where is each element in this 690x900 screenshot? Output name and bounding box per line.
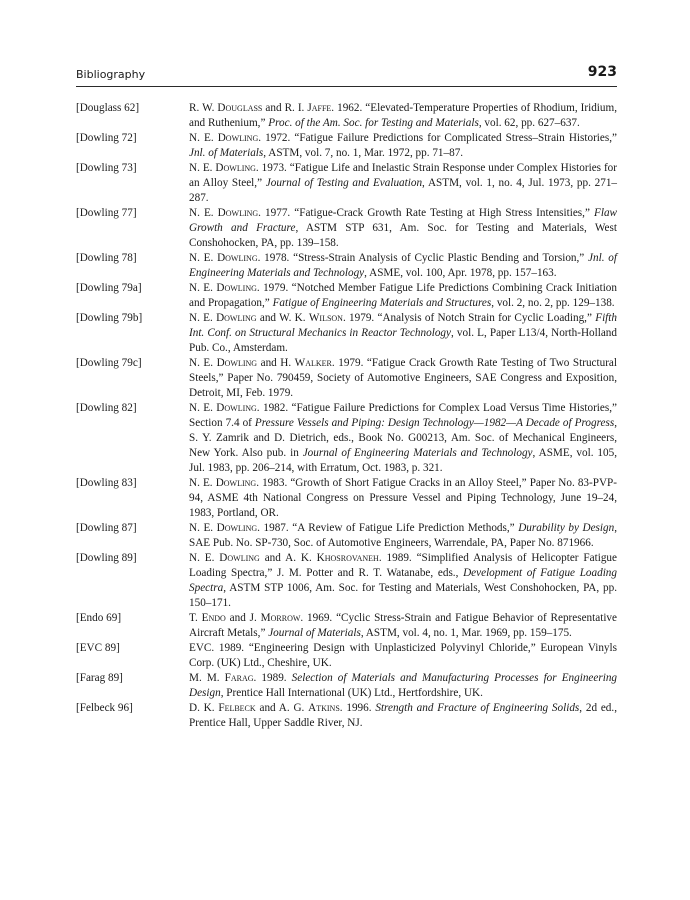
running-head: Bibliography bbox=[76, 68, 146, 81]
bib-entry-dowling-78 bbox=[76, 251, 617, 281]
citation-key: [Dowling 77] bbox=[76, 207, 137, 219]
citation-key: [Endo 69] bbox=[76, 612, 122, 624]
bib-entry-farag-89 bbox=[76, 671, 617, 701]
citation-key: [Dowling 73] bbox=[76, 162, 137, 174]
citation-text: M. M. Farag. 1989. Selection of Materials and Manufacturing Processes for Engineering Design, Prentice Hall International (UK) Ltd., Hertfordshire, UK. bbox=[189, 672, 618, 699]
citation-key: [Dowling 79c] bbox=[76, 357, 142, 369]
citation-key: [Felbeck 96] bbox=[76, 702, 133, 714]
citation-key: [Dowling 83] bbox=[76, 477, 137, 489]
bib-entry-dowling-79c bbox=[76, 356, 617, 401]
bib-entry-dowling-82 bbox=[76, 401, 617, 476]
citation-key: [Douglass 62] bbox=[76, 102, 140, 114]
citation-text: N. E. Dowling. 1982. “Fatigue Failure Predictions for Complex Load Versus Time Histories,” Section 7.4 of Pressure Vessels and Piping: Design Technology—1982—A Decade of Progress, S. Y. Zamrik and D. Dietrich, eds., Book No. G00213, Am. Soc. of Mechanical Engineers, New York. Also pub. in Journal of Engineering Materials and Technology, ASME, vol. 105, Jul. 1983, pp. 206–214, with Erratum, Oct. 1983, p. 321. bbox=[189, 402, 617, 474]
bib-entry-dowling-87 bbox=[76, 521, 617, 551]
citation-text: N. E. Dowling and W. K. Wilson. 1979. “Analysis of Notch Strain for Cyclic Loading,” Fifth Int. Conf. on Structural Mechanics in Reactor Technology, vol. L, Paper L13/4, North-Holland Pub. Co., Amsterdam. bbox=[189, 312, 617, 354]
bib-entry-dowling-73 bbox=[76, 161, 617, 206]
bib-entry-dowling-72 bbox=[76, 131, 617, 161]
citation-text: N. E. Dowling. 1973. “Fatigue Life and Inelastic Strain Response under Complex Histories for an Alloy Steel,” Journal of Testing and Evaluation, ASTM, vol. 1, no. 4, Jul. 1973, pp. 271–287. bbox=[189, 162, 618, 204]
bibliography-list bbox=[76, 101, 617, 731]
citation-key: [Dowling 82] bbox=[76, 402, 137, 414]
citation-text: D. K. Felbeck and A. G. Atkins. 1996. Strength and Fracture of Engineering Solids, 2d ed., Prentice Hall, Upper Saddle River, NJ. bbox=[189, 702, 617, 729]
citation-text: N. E. Dowling. 1979. “Notched Member Fatigue Life Predictions Combining Crack Initiation and Propagation,” Fatigue of Engineering Materials and Structures, vol. 2, no. 2, pp. 129–138. bbox=[189, 282, 617, 309]
citation-key: [EVC 89] bbox=[76, 642, 120, 654]
citation-key: [Farag 89] bbox=[76, 672, 123, 684]
citation-key: [Dowling 87] bbox=[76, 522, 137, 534]
citation-text: R. W. Douglass and R. I. Jaffe. 1962. “Elevated-Temperature Properties of Rhodium, Iridium, and Ruthenium,” Proc. of the Am. Soc. for Testing and Materials, vol. 62, pp. 627–637. bbox=[189, 102, 617, 129]
citation-text: N. E. Dowling. 1987. “A Review of Fatigue Life Prediction Methods,” Durability by Design, SAE Pub. No. SP-730, Soc. of Automotive Engineers, Warrendale, PA, Paper No. 871966. bbox=[189, 522, 617, 549]
page-number: 923 bbox=[587, 64, 617, 80]
citation-text: N. E. Dowling and H. Walker. 1979. “Fatigue Crack Growth Rate Testing of Two Structural Steels,” Paper No. 790459, Society of Automotive Engineers, SAE Congress and Exposition, Detroit, MI, Feb. 1979. bbox=[189, 357, 618, 399]
citation-text: N. E. Dowling and A. K. Khosrovaneh. 1989. “Simplified Analysis of Helicopter Fatigue Loading Spectra,” J. M. Potter and R. T. Watanabe, eds., Development of Fatigue Loading Spectra, ASTM STP 1006, Am. Soc. for Testing and Materials, West Conshohocken, PA, pp. 150–171. bbox=[189, 552, 617, 609]
citation-key: [Dowling 89] bbox=[76, 552, 137, 564]
bib-entry-endo-69 bbox=[76, 611, 617, 641]
citation-text: N. E. Dowling. 1972. “Fatigue Failure Predictions for Complicated Stress–Strain Histories,” Jnl. of Materials, ASTM, vol. 7, no. 1, Mar. 1972, pp. 71–87. bbox=[189, 132, 617, 159]
bib-entry-dowling-83 bbox=[76, 476, 617, 521]
citation-text: T. Endo and J. Morrow. 1969. “Cyclic Stress-Strain and Fatigue Behavior of Representative Aircraft Metals,” Journal of Materials, ASTM, vol. 4, no. 1, Mar. 1969, pp. 159–175. bbox=[189, 612, 617, 639]
citation-key: [Dowling 79b] bbox=[76, 312, 143, 324]
bib-entry-dowling-79b bbox=[76, 311, 617, 356]
citation-key: [Dowling 72] bbox=[76, 132, 137, 144]
citation-text: N. E. Dowling. 1977. “Fatigue-Crack Growth Rate Testing at High Stress Intensities,” Flaw Growth and Fracture, ASTM STP 631, Am. Soc. for Testing and Materials, West Conshohocken, PA, pp. 139–158. bbox=[189, 207, 617, 249]
citation-key: [Dowling 79a] bbox=[76, 282, 142, 294]
citation-key: [Dowling 78] bbox=[76, 252, 137, 264]
citation-text: N. E. Dowling. 1978. “Stress-Strain Analysis of Cyclic Plastic Bending and Torsion,” Jnl. of Engineering Materials and Technology, ASME, vol. 100, Apr. 1978, pp. 157–163. bbox=[189, 252, 617, 279]
citation-text: EVC. 1989. “Engineering Design with Unplasticized Polyvinyl Chloride,” European Vinyls Corp. (UK) Ltd., Cheshire, UK. bbox=[189, 642, 617, 669]
bib-entry-evc-89 bbox=[76, 641, 617, 671]
citation-text: N. E. Dowling. 1983. “Growth of Short Fatigue Cracks in an Alloy Steel,” Paper No. 83-PVP-94, ASME 4th National Congress on Pressure Vessel and Piping Technology, June 19–24, 1983, Portland, OR. bbox=[189, 477, 617, 519]
bib-entry-dowling-79a bbox=[76, 281, 617, 311]
bib-entry-dowling-89 bbox=[76, 551, 617, 611]
bib-entry-dowling-77 bbox=[76, 206, 617, 251]
bib-entry-douglass-62 bbox=[76, 101, 617, 131]
page-header bbox=[76, 64, 617, 87]
bib-entry-felbeck-96 bbox=[76, 701, 617, 731]
